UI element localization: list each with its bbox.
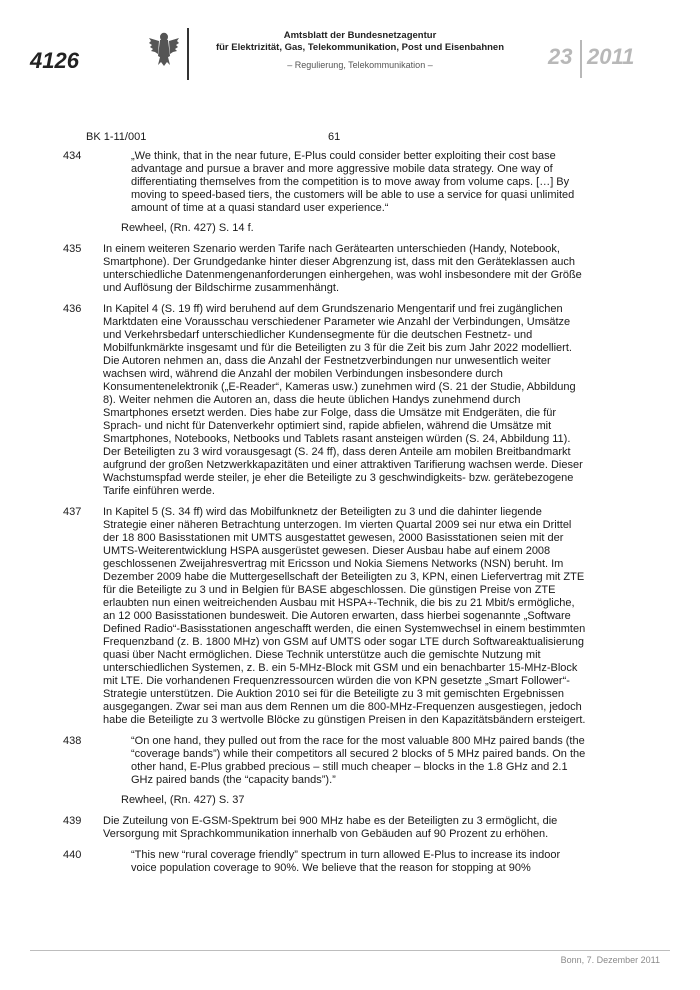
paragraph-437 — [0, 506, 700, 727]
case-number: BK 1-11/001 — [86, 131, 147, 143]
issue-year: 2011 — [587, 44, 635, 69]
paragraph-number: 434 — [63, 150, 82, 162]
paragraph-number: 437 — [63, 506, 82, 518]
paragraph-text: In Kapitel 5 (S. 34 ff) wird das Mobilfunknetz der Beteiligten zu 3 und die dahinter liegende Strategie einer näheren Betrachtung unterzogen. Im vierten Quartal 2009 sei nur etwa ein Drittel der 18 800 Basisstationen mit UMTS ausgestattet gewesen, 2000 Basisstationen seien mit der UMTS-Weiterentwicklung HSPA ausgerüstet gewesen. Dieser Ausbau habe auf einem 2008 geschlossenen Zweijahresvertrag mit Ericsson und Nokia Siemens Networks (NSN) beruht. Im Dezember 2009 habe die Muttergesellschaft der Beteiligten zu 3, KPN, einen Liefervertrag mit ZTE für die Beteiligte zu 3 und in Belgien für BASE abgeschlossen. Die günstigen Preise von ZTE erlaubten nun einen weitreichenden Ausbau mit HSPA+-Technik, die bis zu 21 Mbit/s ermögliche, an 12 000 Basisstationen bundesweit. Die Autoren erwarten, dass hierbei sogenannte „Software Defined Radio“-Basisstationen angeschafft werden, die einen Systemwechsel in einem bestimmten Frequenzband (z. B. 1800 MHz) von GSM auf UMTS oder sogar LTE durch Softwareaktualisierung quasi über Nacht ermöglichen. Diese Technik unterstütze auch die gemischte Nutzung mit unterschiedlichen Systemen, z. B. ein 5-MHz-Block mit GSM und ein benachbarter 15-MHz-Block mit LTE. Die vorhandenen Frequenzressourcen würden die von KPN gesetzte „Smart Follower“-Strategie unterstützen. Die Auktion 2010 sei für die Beteiligte zu 3 mit gemischten Ergebnissen ausgegangen. Zwar sei man aus dem Rennen um die 800-MHz-Frequenzen ausgestiegen, jedoch habe die Beteiligte zu 3 wertvolle Blöcke zu günstigen Preisen in den Kapazitätsbändern ersteigert. — [103, 506, 586, 726]
paragraph-439 — [0, 815, 700, 841]
paragraph-440 — [0, 849, 700, 875]
paragraph-number: 435 — [63, 243, 82, 255]
federal-eagle-icon — [148, 30, 180, 68]
issue-divider — [580, 40, 582, 78]
paragraph-number: 439 — [63, 815, 82, 827]
publication-title-line1: Amtsblatt der Bundesnetzagentur — [283, 30, 437, 41]
publication-title-line2: für Elektrizität, Gas, Telekommunikation, Post und Eisenbahnen — [215, 42, 505, 53]
page-header — [0, 0, 700, 90]
document-body — [0, 150, 700, 883]
paragraph-number: 440 — [63, 849, 82, 861]
paragraph-436 — [0, 303, 700, 498]
paragraph-text: Die Zuteilung von E-GSM-Spektrum bei 900 MHz habe es der Beteiligten zu 3 ermöglicht, die Versorgung mit Sprachkommunikation innerhalb von Gebäuden auf 90 Prozent zu erhöhen. — [103, 815, 558, 840]
quote-text: „We think, that in the near future, E-Plus could consider better exploiting their cost base advantage and pursue a braver and more aggressive mobile data strategy. One way of differentiating themselves from the competition is to move away from volume caps. […] By moving to speed-based tiers, the customers will be able to use a service for quasi unlimited amount of time at a quasi standard user experience.“ — [131, 150, 575, 214]
quote-source: Rewheel, (Rn. 427) S. 37 — [121, 794, 245, 806]
document-page: 61 — [328, 131, 341, 143]
paragraph-text: In einem weiteren Szenario werden Tarife nach Gerätearten unterschieden (Handy, Notebook, Smartphone). Der Grundgedanke hinter dieser Abgrenzung ist, dass mit den Geräteklassen auch unterschiedliche Datenmengenanforderungen einhergehen, was wohl insbesondere mit der Größe und Auflösung der Bildschirme zusammenhängt. — [103, 243, 582, 294]
issue-number: 23 — [548, 44, 573, 69]
quote-text: “This new “rural coverage friendly” spectrum in turn allowed E-Plus to increase its indoor voice population coverage to 90%. We believe that the reason for stopping at 90% — [131, 849, 561, 874]
paragraph-number: 436 — [63, 303, 82, 315]
paragraph-434 — [0, 150, 700, 215]
publication-subtitle: – Regulierung, Telekommunikation – — [287, 60, 433, 70]
quote-source: Rewheel, (Rn. 427) S. 14 f. — [121, 222, 254, 234]
header-divider — [187, 28, 189, 80]
footer-place-date: Bonn, 7. Dezember 2011 — [560, 955, 660, 965]
paragraph-text: In Kapitel 4 (S. 19 ff) wird beruhend auf dem Grundszenario Mengentarif und frei zugänglichen Marktdaten eine Vorausschau verschiedener Parameter wie Anzahl der Verbindungen, Umsätze und Verkehrsbedarf unterschiedlicher Kundensegmente für die deutschen Festnetz- und Mobilfunkmärkte insgesamt und für die Beteiligten zu 3 für die Zeit bis zum Jahr 2022 modelliert. Die Autoren nehmen an, dass die Anzahl der Festnetzverbindungen nur unwesentlich weiter wachsen wird, während die Anzahl der mobilen Verbindungen insbesondere durch Konsumentenelektronik („E-Reader“, Kameras usw.) zunehmen wird (S. 21 der Studie, Abbildung 8). Weiter nehmen die Autoren an, dass die heute üblichen Handys zunehmend durch Smartphones ersetzt werden. Dies habe zur Folge, dass die Umsätze mit Endgeräten, die für Sprach- und nicht für Datenverkehr optimiert sind, rapide abfielen, während die Umsätze mit Smartphones, Notebooks, Netbooks und Tablets rasant ansteigen würden (S. 24, Abbildung 11). Der Beteiligten zu 3 wird vorausgesagt (S. 24 ff), dass deren Anteile am mobilen Breitbandmarkt aufgrund der großen Netzwerkkapazitäten und einer attraktiven Tarifierung wachsen werde. Dieser Wachstumspfad werde steiler, je eher die Beteiligte zu 3 geschwindigkeits- bzw. gerätebezogene Tarife einführen werde. — [103, 303, 583, 497]
page-number: 4126 — [30, 48, 79, 73]
publication-title — [200, 30, 520, 54]
footer-divider — [30, 950, 670, 951]
paragraph-435 — [0, 243, 700, 295]
paragraph-438 — [0, 735, 700, 787]
quote-text: “On one hand, they pulled out from the race for the most valuable 800 MHz paired bands (the “coverage bands”) while their competitors all secured 2 blocks of 5 MHz paired bands. On the other hand, E-Plus grabbed precious – still much cheaper – blocks in the 1.8 GHz and 2.1 GHz paired bands (the “capacity bands”).” — [131, 735, 586, 786]
paragraph-number: 438 — [63, 735, 82, 747]
